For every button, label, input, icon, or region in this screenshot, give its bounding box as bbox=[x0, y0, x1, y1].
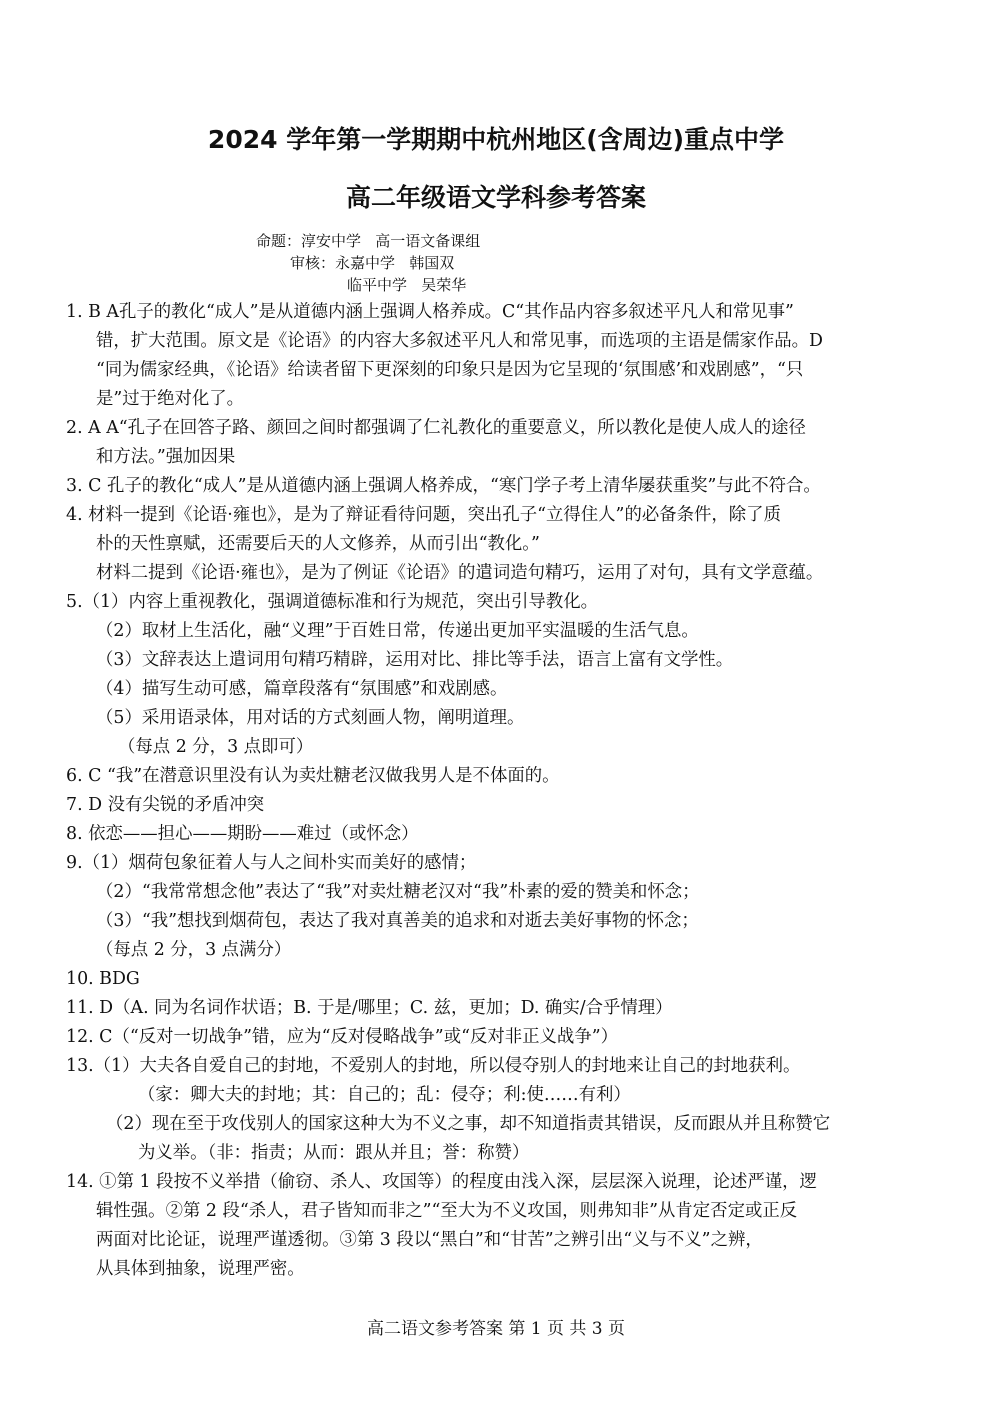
answer-line: （3）文辞表达上遣词用句精巧精辟，运用对比、排比等手法，语言上富有文学性。 bbox=[96, 650, 734, 670]
answer-line: （2）“我常常想念他”表达了“我”对卖灶糖老汉对“我”朴素的爱的赞美和怀念； bbox=[96, 882, 700, 902]
answer-line: （每点 2 分，3 点即可） bbox=[118, 737, 314, 757]
answer-line: 是”过于绝对化了。 bbox=[96, 389, 245, 409]
answer-line: （2）现在至于攻伐别人的国家这种大为不义之事，却不知道指责其错误，反而跟从并且称赞它 bbox=[106, 1114, 831, 1134]
answer-line: 13.（1）大夫各自爱自己的封地，不爱别人的封地，所以侵夺别人的封地来让自己的封地获利。 bbox=[66, 1056, 801, 1076]
answer-line: 10. BDG bbox=[66, 969, 140, 989]
credit-reviewer-1: 审核：永嘉中学 韩国双 bbox=[290, 254, 455, 272]
answer-line: 12. C（“反对一切战争”错，应为“反对侵略战争”或“反对非正义战争”） bbox=[66, 1027, 618, 1047]
answer-line: 11. D（A. 同为名词作状语；B. 于是/哪里；C. 兹，更加；D. 确实/合乎情理） bbox=[66, 998, 673, 1018]
document-title: 2024 学年第一学期期中杭州地区(含周边)重点中学 bbox=[207, 125, 785, 154]
answer-line: 1. B A孔子的教化“成人”是从道德内涵上强调人格养成。C“其作品内容多叙述平凡人和常见事” bbox=[66, 302, 794, 322]
answer-line: 8. 依恋——担心——期盼——难过（或怀念） bbox=[66, 824, 419, 844]
answer-line: 5.（1）内容上重视教化，强调道德标准和行为规范，突出引导教化。 bbox=[66, 592, 598, 612]
answer-line: 7. D 没有尖锐的矛盾冲突 bbox=[66, 795, 265, 815]
answer-line: （4）描写生动可感，篇章段落有“氛围感”和戏剧感。 bbox=[96, 679, 508, 699]
answer-line: 材料二提到《论语·雍也》，是为了例证《论语》的遣词造句精巧，运用了对句，具有文学意蕴。 bbox=[96, 563, 824, 583]
answer-line: （3）“我”想找到烟荷包，表达了我对真善美的追求和对逝去美好事物的怀念； bbox=[96, 911, 699, 931]
answer-line: 2. A A“孔子在回答子路、颜回之间时都强调了仁礼教化的重要意义，所以教化是使人成人的途径 bbox=[66, 418, 806, 438]
answer-line: 辑性强。②第 2 段“杀人，君子皆知而非之”“至大为不义攻国，则弗知非”从肯定否定或正反 bbox=[96, 1201, 798, 1221]
answer-line: 6. C “我”在潜意识里没有认为卖灶糖老汉做我男人是不体面的。 bbox=[66, 766, 560, 786]
credit-reviewer-2: 临平中学 吴荣华 bbox=[347, 276, 467, 294]
answer-line: “同为儒家经典，《论语》给读者留下更深刻的印象只是因为它呈现的‘氛围感’和戏剧感”，“只 bbox=[96, 360, 804, 380]
page-footer: 高二语文参考答案 第 1 页 共 3 页 bbox=[366, 1319, 626, 1339]
answer-line: 为义举。（非：指责；从而：跟从并且；誉：称赞） bbox=[138, 1143, 530, 1163]
answer-line: （2）取材上生活化，融“义理”于百姓日常，传递出更加平实温暖的生活气息。 bbox=[96, 621, 699, 641]
answer-line: （5）采用语录体，用对话的方式刻画人物，阐明道理。 bbox=[96, 708, 525, 728]
answer-line: 和方法。”强加因果 bbox=[96, 447, 236, 467]
answer-list bbox=[66, 298, 932, 1284]
answer-line: （家：卿大夫的封地；其：自己的；乱：侵夺；利:使……有利） bbox=[138, 1085, 631, 1105]
answer-line: 9.（1）烟荷包象征着人与人之间朴实而美好的感情； bbox=[66, 853, 477, 873]
document-subtitle: 高二年级语文学科参考答案 bbox=[345, 183, 646, 212]
answer-line: 3. C 孔子的教化“成人”是从道德内涵上强调人格养成，“寒门学子考上清华屡获重奖”与此不符合。 bbox=[66, 476, 821, 496]
answer-line: （每点 2 分，3 点满分） bbox=[96, 940, 292, 960]
answer-line: 两面对比论证，说理严谨透彻。③第 3 段以“黑白”和“甘苦”之辨引出“义与不义”之辨， bbox=[96, 1230, 763, 1250]
credit-proposer: 命题：淳安中学 高一语文备课组 bbox=[256, 232, 481, 250]
answer-line: 错，扩大范围。原文是《论语》的内容大多叙述平凡人和常见事，而选项的主语是儒家作品。D bbox=[96, 331, 823, 351]
answer-line: 14. ①第 1 段按不义举措（偷窃、杀人、攻国等）的程度由浅入深，层层深入说理，论述严谨，逻 bbox=[66, 1172, 817, 1192]
answer-line: 4. 材料一提到《论语·雍也》，是为了辩证看待问题，突出孔子“立得住人”的必备条件，除了质 bbox=[66, 505, 781, 525]
answer-line: 从具体到抽象，说理严密。 bbox=[96, 1259, 305, 1279]
answer-line: 朴的天性禀赋，还需要后天的人文修养，从而引出“教化。” bbox=[96, 534, 540, 554]
